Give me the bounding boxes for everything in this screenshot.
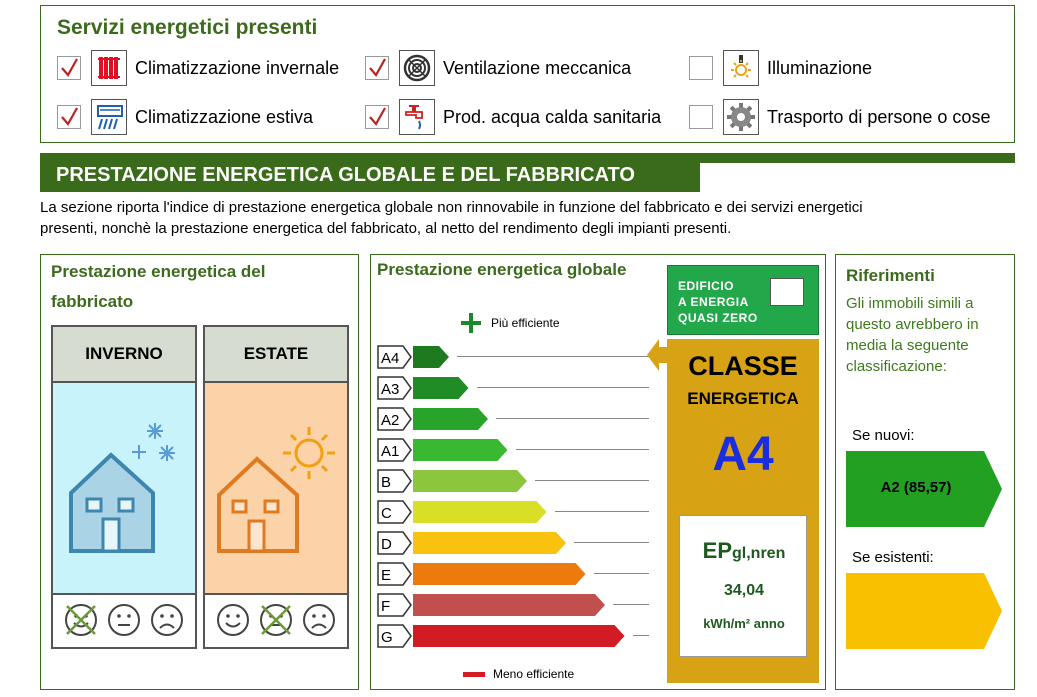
globale-title: Prestazione energetica globale bbox=[377, 260, 627, 279]
class-pointer-arrow bbox=[647, 335, 669, 375]
bottom-label bbox=[463, 667, 574, 681]
nzeb-line: EDIFICIO bbox=[678, 279, 735, 293]
scale-bar-a1 bbox=[377, 438, 510, 462]
service-ventilazione-meccanica bbox=[365, 50, 631, 86]
fabbricato-panel bbox=[40, 254, 359, 690]
section-title: PRESTAZIONE ENERGETICA GLOBALE E DEL FABBRICATO bbox=[40, 160, 700, 192]
scale-row-a1 bbox=[377, 438, 667, 460]
services-title: Servizi energetici presenti bbox=[57, 16, 318, 39]
scale-label: A4 bbox=[381, 350, 400, 367]
service-label: Ventilazione meccanica bbox=[443, 57, 632, 78]
scale-guide-line bbox=[633, 635, 650, 636]
service-label: Climatizzazione invernale bbox=[135, 57, 340, 78]
scale-arrow-g bbox=[413, 625, 625, 647]
ep-label bbox=[680, 538, 808, 564]
new-class-value: A2 (85,57) bbox=[880, 479, 952, 496]
scale-bar-e bbox=[377, 562, 588, 586]
summer-illustration bbox=[205, 383, 347, 593]
scale-guide-line bbox=[477, 387, 650, 388]
ep-value: 34,04 bbox=[723, 582, 765, 599]
riferimenti-title: Riferimenti bbox=[846, 266, 935, 285]
service-acqua-calda bbox=[365, 99, 661, 135]
scale-label: D bbox=[381, 536, 392, 553]
fabbricato-title bbox=[51, 257, 265, 317]
scale-guide-line bbox=[516, 449, 650, 450]
neutral-face-icon bbox=[106, 602, 142, 638]
checkbox-acqua-calda[interactable] bbox=[365, 105, 389, 129]
nzeb-line: A ENERGIA bbox=[678, 295, 749, 309]
scale-arrow-a3 bbox=[413, 377, 469, 399]
scale-label: A3 bbox=[381, 381, 400, 398]
nzeb-line: QUASI ZERO bbox=[678, 311, 758, 325]
scale-arrow-e bbox=[413, 563, 586, 585]
gear-icon bbox=[723, 99, 759, 135]
scale-guide-line bbox=[613, 604, 649, 605]
scale-bar-f bbox=[377, 593, 607, 617]
scale-guide-line bbox=[594, 573, 650, 574]
energy-class-box bbox=[667, 339, 819, 683]
scale-arrow-b bbox=[413, 470, 527, 492]
happy-face-icon bbox=[63, 602, 99, 638]
scale-row-a2 bbox=[377, 407, 667, 429]
scale-bar-a2 bbox=[377, 407, 490, 431]
summer-faces bbox=[205, 593, 347, 645]
scale-arrow-d bbox=[413, 532, 566, 554]
checkbox-trasporto[interactable] bbox=[689, 105, 713, 129]
service-label: Prod. acqua calda sanitaria bbox=[443, 106, 662, 127]
sad-face-icon bbox=[149, 602, 185, 638]
service-climatizzazione-invernale bbox=[57, 50, 339, 86]
scale-label: F bbox=[381, 598, 391, 615]
minus-icon bbox=[463, 672, 485, 677]
scale-label: A1 bbox=[381, 443, 400, 460]
happy-face-icon bbox=[215, 602, 251, 638]
existing-class-arrow bbox=[846, 573, 1002, 649]
new-label: Se nuovi: bbox=[852, 427, 915, 444]
scale-bar-b bbox=[377, 469, 529, 493]
scale-row-a3 bbox=[377, 376, 667, 398]
ep-box bbox=[679, 515, 807, 657]
scale-label: G bbox=[381, 629, 393, 646]
scale-bar-c bbox=[377, 500, 549, 524]
scale-arrow-a2 bbox=[413, 408, 488, 430]
checkbox-climatizzazione-invernale[interactable] bbox=[57, 56, 81, 80]
scale-guide-line bbox=[555, 511, 650, 512]
winter-faces bbox=[53, 593, 195, 645]
nzeb-badge bbox=[667, 265, 819, 335]
ep-unit: kWh/m² anno bbox=[703, 616, 785, 631]
riferimenti-panel bbox=[835, 254, 1015, 690]
scale-bar-g bbox=[377, 624, 627, 648]
nzeb-checkbox bbox=[770, 278, 804, 306]
service-trasporto bbox=[689, 99, 990, 135]
sad-face-icon bbox=[301, 602, 337, 638]
checkbox-illuminazione[interactable] bbox=[689, 56, 713, 80]
energetica-label: ENERGETICA bbox=[687, 389, 799, 408]
checkbox-climatizzazione-estiva[interactable] bbox=[57, 105, 81, 129]
neutral-face-icon bbox=[258, 602, 294, 638]
existing-label: Se esistenti: bbox=[852, 549, 934, 566]
fabbricato-title-line: Prestazione energetica del bbox=[51, 262, 266, 281]
service-climatizzazione-estiva bbox=[57, 99, 313, 135]
radiator-icon bbox=[91, 50, 127, 86]
scale-bar-a3 bbox=[377, 376, 471, 400]
checkbox-ventilazione-meccanica[interactable] bbox=[365, 56, 389, 80]
classe-label: CLASSE bbox=[688, 351, 798, 381]
scale-guide-line bbox=[457, 356, 649, 357]
service-label: Trasporto di persone o cose bbox=[767, 106, 991, 127]
section-intro bbox=[40, 197, 1000, 239]
scale-row-b bbox=[377, 469, 667, 491]
scale-label: B bbox=[381, 474, 392, 491]
hot-water-tap-icon bbox=[399, 99, 435, 135]
services-box bbox=[40, 5, 1015, 143]
fan-icon bbox=[399, 50, 435, 86]
scale-guide-line bbox=[496, 418, 649, 419]
fabbricato-title-line: fabbricato bbox=[51, 292, 134, 311]
ep-label-main: EP bbox=[702, 538, 732, 563]
scale-label: A2 bbox=[381, 412, 400, 429]
plus-icon bbox=[459, 311, 483, 335]
top-label-text: Più efficiente bbox=[491, 316, 560, 330]
summer-label: ESTATE bbox=[205, 327, 347, 383]
sun-icon bbox=[283, 427, 335, 479]
service-illuminazione bbox=[689, 50, 872, 86]
scale-label: E bbox=[381, 567, 392, 584]
scale-row-d bbox=[377, 531, 667, 553]
scale-guide-line bbox=[574, 542, 649, 543]
snowflake-icon bbox=[132, 423, 175, 461]
bottom-label-text: Meno efficiente bbox=[493, 667, 575, 681]
energy-class-value: A4 bbox=[712, 428, 774, 481]
scale-label: C bbox=[381, 505, 392, 522]
top-label bbox=[459, 311, 560, 335]
intro-line: La sezione riporta l'indice di prestazione energetica globale non rinnovabile in funzione del fabbricato e dei servizi energetici bbox=[40, 199, 863, 216]
lightbulb-icon bbox=[723, 50, 759, 86]
scale-bar-d bbox=[377, 531, 568, 555]
intro-line: presenti, nonchè la prestazione energetica del fabbricato, al netto del rendimento degli impianti presenti. bbox=[40, 220, 732, 237]
ep-label-sub: gl,nren bbox=[732, 545, 786, 562]
scale-row-e bbox=[377, 562, 667, 584]
service-label: Climatizzazione estiva bbox=[135, 106, 314, 127]
scale-arrow-c bbox=[413, 501, 547, 523]
scale-row-g bbox=[377, 624, 667, 646]
winter-illustration bbox=[53, 383, 195, 593]
winter-label: INVERNO bbox=[53, 327, 195, 383]
service-label: Illuminazione bbox=[767, 57, 873, 78]
scale-bar-a4 bbox=[377, 345, 451, 369]
summer-card bbox=[203, 325, 349, 649]
riferimenti-text: Gli immobili simili a questo avrebbero in media la seguente classificazione: bbox=[846, 295, 979, 375]
scale-arrow-a1 bbox=[413, 439, 508, 461]
scale-guide-line bbox=[535, 480, 649, 481]
globale-panel bbox=[370, 254, 826, 690]
scale-row-c bbox=[377, 500, 667, 522]
scale-arrow-f bbox=[413, 594, 605, 616]
scale-row-f bbox=[377, 593, 667, 615]
winter-card bbox=[51, 325, 197, 649]
scale-arrow-a4 bbox=[413, 346, 449, 368]
scale-row-a4 bbox=[377, 345, 667, 367]
air-conditioner-icon bbox=[91, 99, 127, 135]
